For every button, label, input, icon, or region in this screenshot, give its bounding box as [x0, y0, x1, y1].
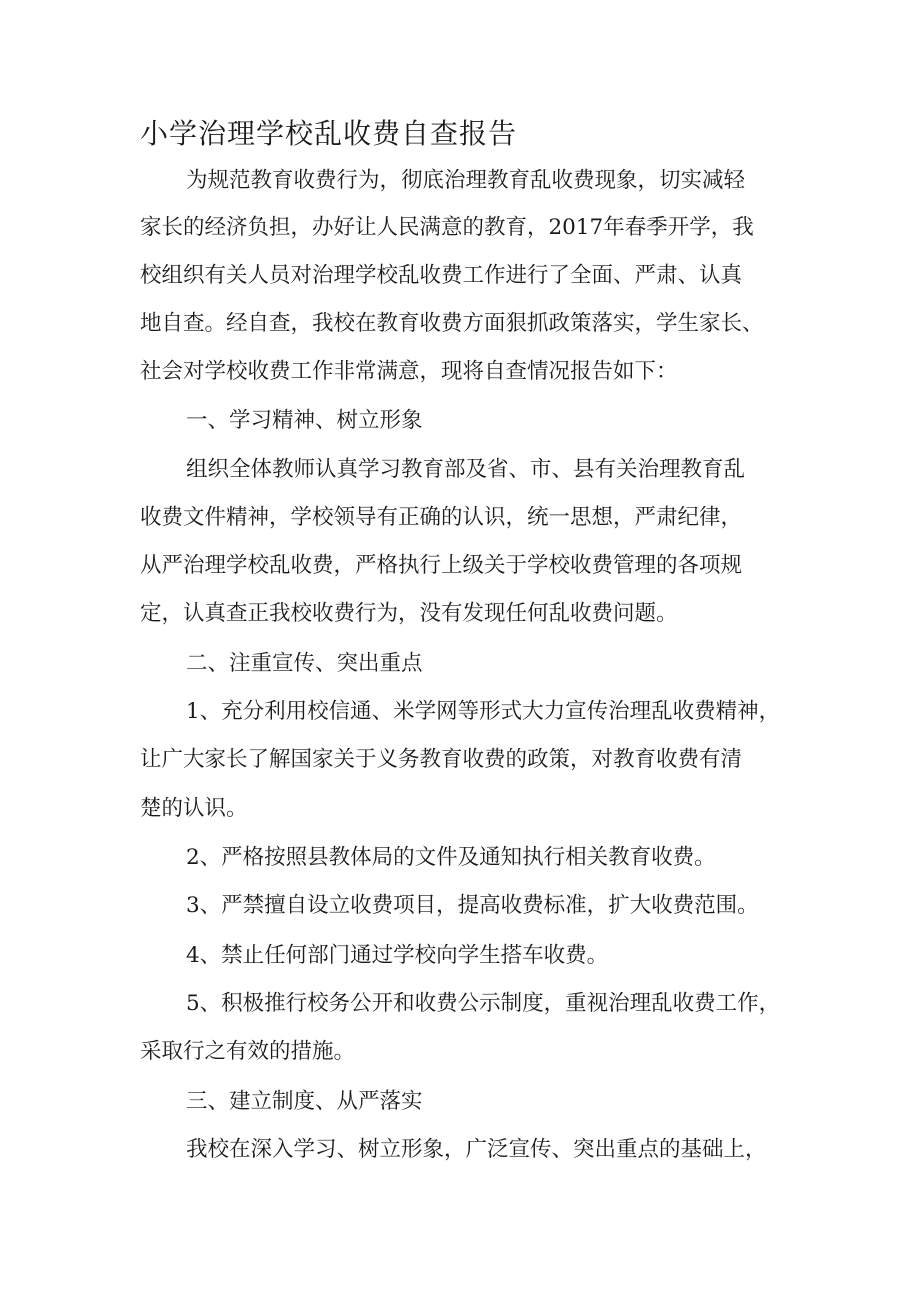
document-title: 小学治理学校乱收费自查报告: [140, 117, 518, 150]
paragraph-line: 社会对学校收费工作非常满意，现将自查情况报告如下：: [140, 359, 678, 384]
list-item-line: 让广大家长了解国家关于义务教育收费的政策，对教育收费有清: [140, 747, 743, 772]
paragraph-line: 为规范教育收费行为，彻底治理教育乱收费现象，切实减轻: [186, 168, 746, 193]
list-item-line: 楚的认识。: [140, 796, 248, 821]
list-item-line: 2、严格按照县教体局的文件及通知执行相关教育收费。: [186, 845, 716, 870]
paragraph-line: 从严治理学校乱收费，严格执行上级关于学校收费管理的各项规: [140, 553, 743, 578]
paragraph-line: 校组织有关人员对治理学校乱收费工作进行了全面、严肃、认真: [140, 263, 743, 288]
list-item-line: 3、严禁擅自设立收费项目，提高收费标准，扩大收费范围。: [186, 893, 759, 918]
paragraph-line: 地自查。经自查，我校在教育收费方面狠抓政策落实，学生家长、: [140, 311, 764, 336]
section-heading: 二、注重宣传、突出重点: [186, 651, 423, 676]
section-heading: 三、建立制度、从严落实: [186, 1089, 423, 1114]
paragraph-line: 家长的经济负担，办好让人民满意的教育，2017年春季开学，我: [140, 215, 754, 240]
paragraph-line: 我校在深入学习、树立形象，广泛宣传、突出重点的基础上，: [186, 1137, 767, 1162]
paragraph-line: 收费文件精神，学校领导有正确的认识，统一思想，严肃纪律，: [140, 505, 743, 530]
list-item-line: 4、禁止任何部门通过学校向学生搭车收费。: [186, 943, 609, 968]
list-item-line: 5、积极推行校务公开和收费公示制度，重视治理乱收费工作，: [186, 991, 781, 1016]
paragraph-line: 定，认真查正我校收费行为，没有发现任何乱收费问题。: [140, 601, 678, 626]
section-heading: 一、学习精神、树立形象: [186, 408, 423, 433]
list-item-line: 采取行之有效的措施。: [140, 1039, 356, 1064]
paragraph-line: 组织全体教师认真学习教育部及省、市、县有关治理教育乱: [186, 457, 746, 482]
list-item-line: 1、充分利用校信通、米学网等形式大力宣传治理乱收费精神，: [186, 699, 781, 724]
